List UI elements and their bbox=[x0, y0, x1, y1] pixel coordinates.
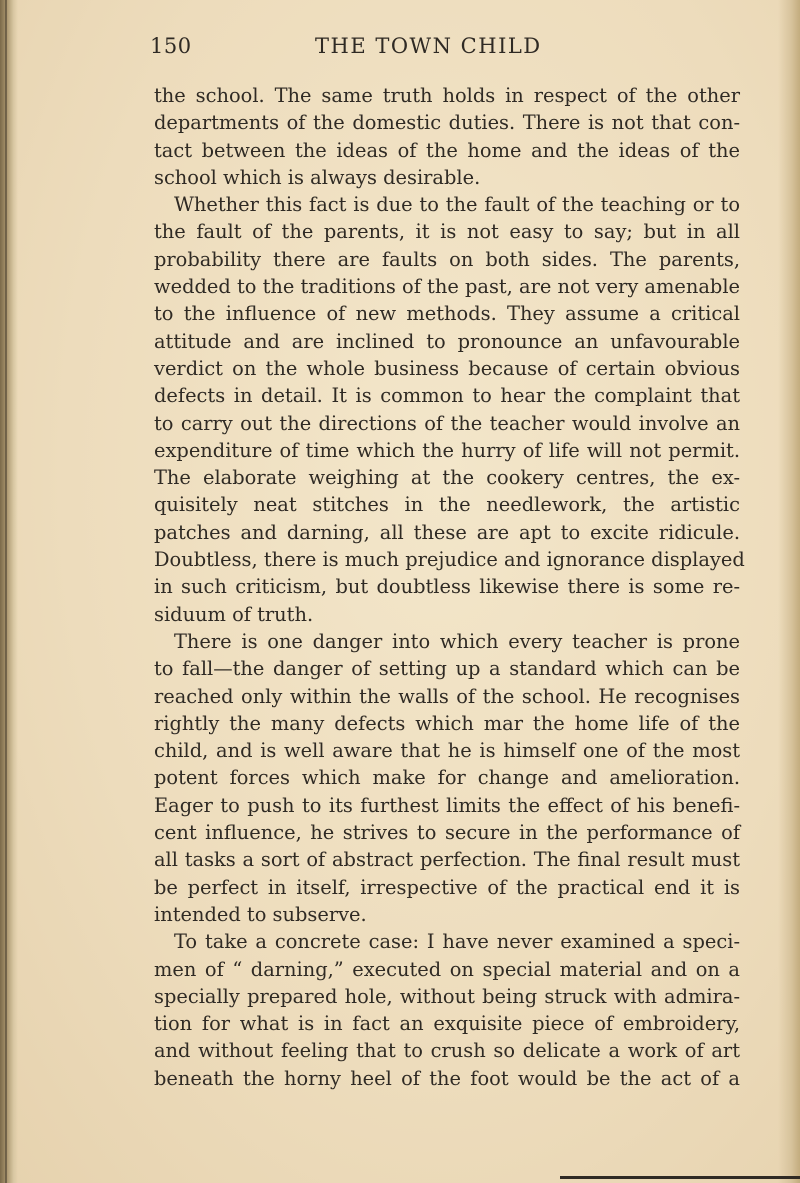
text-line: child, and is well aware that he is himself one of the most bbox=[154, 739, 740, 763]
text-line: patches and darning, all these are apt to excite ridicule. bbox=[154, 520, 740, 544]
text-line: the fault of the parents, it is not easy to say; but in all bbox=[154, 220, 740, 244]
text-line: tion for what is in fact an exquisite piece of embroidery, bbox=[154, 1012, 740, 1036]
text-line: to fall—the danger of setting up a standard which can be bbox=[154, 657, 740, 681]
text-line: in such criticism, but doubtless likewise there is some re- bbox=[154, 575, 740, 599]
page-gutter-shadow bbox=[0, 0, 18, 1183]
text-line: all tasks a sort of abstract perfection. The final result must bbox=[154, 848, 740, 872]
text-line: beneath the horny heel of the foot would be the act of a bbox=[154, 1066, 740, 1090]
text-line: and without feeling that to crush so delicate a work of art bbox=[154, 1039, 740, 1063]
binding-edge-line bbox=[5, 0, 7, 1183]
text-line: The elaborate weighing at the cookery centres, the ex- bbox=[154, 466, 740, 490]
text-line: wedded to the traditions of the past, are not very amenable bbox=[154, 275, 740, 299]
page-edge-shadow bbox=[778, 0, 800, 1183]
page-header bbox=[150, 34, 570, 68]
running-title: THE TOWN CHILD bbox=[315, 34, 542, 58]
text-line: men of “ darning,” executed on special material and on a bbox=[154, 957, 740, 981]
text-line: siduum of truth. bbox=[154, 602, 314, 626]
text-line: Doubtless, there is much prejudice and ignorance displayed bbox=[154, 548, 745, 572]
text-line: departments of the domestic duties. There is not that con- bbox=[154, 111, 740, 135]
text-line: cent influence, he strives to secure in the performance of bbox=[154, 821, 740, 845]
text-line: probability there are faults on both sides. The parents, bbox=[154, 247, 740, 271]
bottom-edge-rule bbox=[560, 1176, 800, 1179]
text-line: verdict on the whole business because of certain obvious bbox=[154, 356, 740, 380]
text-line: To take a concrete case: I have never examined a speci- bbox=[174, 930, 740, 954]
text-line: school which is always desirable. bbox=[154, 165, 481, 189]
text-line: expenditure of time which the hurry of life will not permit. bbox=[154, 438, 740, 462]
text-line: be perfect in itself, irrespective of the practical end it is bbox=[154, 875, 740, 899]
text-line: attitude and are inclined to pronounce an unfavourable bbox=[154, 329, 740, 353]
text-line: Eager to push to its furthest limits the effect of his benefi- bbox=[154, 793, 740, 817]
text-line: reached only within the walls of the school. He recognises bbox=[154, 684, 740, 708]
text-line: to carry out the directions of the teacher would involve an bbox=[154, 411, 740, 435]
text-line: to the influence of new methods. They assume a critical bbox=[154, 302, 740, 326]
text-line: tact between the ideas of the home and the ideas of the bbox=[154, 138, 740, 162]
body-text bbox=[154, 82, 745, 1092]
page-number: 150 bbox=[150, 34, 192, 58]
text-line: rightly the many defects which mar the home life of the bbox=[154, 711, 740, 735]
text-line: quisitely neat stitches in the needlework, the artistic bbox=[154, 493, 740, 517]
text-line: defects in detail. It is common to hear the complaint that bbox=[154, 384, 740, 408]
text-line: intended to subserve. bbox=[154, 902, 367, 926]
text-line: There is one danger into which every teacher is prone bbox=[174, 629, 740, 653]
text-line: potent forces which make for change and amelioration. bbox=[154, 766, 740, 790]
text-line: the school. The same truth holds in respect of the other bbox=[154, 84, 740, 107]
text-line: specially prepared hole, without being struck with admira- bbox=[154, 984, 740, 1008]
text-line: Whether this fact is due to the fault of the teaching or to bbox=[174, 193, 740, 217]
